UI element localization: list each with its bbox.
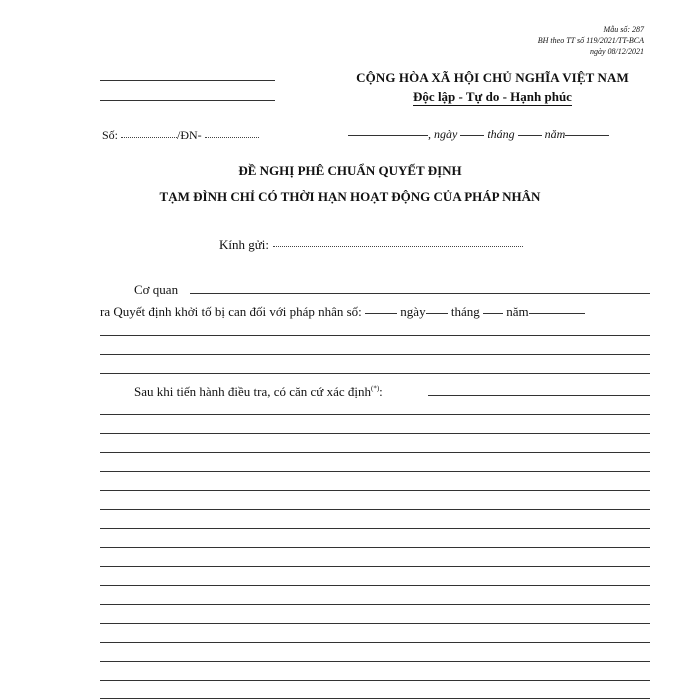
decision-nam-label: năm xyxy=(506,304,529,319)
content-line[interactable] xyxy=(100,335,650,336)
form-reference xyxy=(444,24,644,57)
findings-line[interactable] xyxy=(100,642,650,643)
decision-number-field[interactable] xyxy=(365,313,397,314)
document-number-field[interactable] xyxy=(121,137,177,138)
findings-line[interactable] xyxy=(100,471,650,472)
date-thang-label: tháng xyxy=(487,127,515,141)
content-line[interactable] xyxy=(100,354,650,355)
findings-line[interactable] xyxy=(100,566,650,567)
form-number: Mẫu số: 287 xyxy=(603,25,644,34)
decision-ngay-label: ngày xyxy=(400,304,426,319)
decision-year-field[interactable] xyxy=(529,313,585,314)
findings-intro-text: Sau khi tiến hành điều tra, có căn cứ xác định xyxy=(134,384,371,399)
findings-line[interactable] xyxy=(100,623,650,624)
findings-line[interactable] xyxy=(100,680,650,681)
findings-line[interactable] xyxy=(100,509,650,510)
form-basis: BH theo TT số 119/2021/TT-BCA xyxy=(537,36,644,45)
agency-line-2[interactable] xyxy=(100,100,275,101)
form-issue-date: ngày 08/12/2021 xyxy=(590,47,644,56)
decision-text: ra Quyết định khởi tố bị can đối với pháp nhân số: xyxy=(100,304,362,319)
content-line[interactable] xyxy=(100,373,650,374)
year-field[interactable] xyxy=(565,135,609,136)
document-title-line-2: TẠM ĐÌNH CHỈ CÓ THỜI HẠN HOẠT ĐỘNG CỦA PHÁP NHÂN xyxy=(159,189,541,204)
recipient-row xyxy=(219,237,523,253)
month-field[interactable] xyxy=(518,135,542,136)
decision-month-field[interactable] xyxy=(483,313,503,314)
document-code-field[interactable] xyxy=(205,137,259,138)
co-quan-label: Cơ quan xyxy=(134,282,179,297)
date-nam-label: năm xyxy=(544,127,566,141)
findings-first-field[interactable] xyxy=(428,395,650,396)
agency-label-row xyxy=(134,282,178,298)
document-number-row xyxy=(102,128,259,143)
findings-line[interactable] xyxy=(100,414,650,415)
findings-line[interactable] xyxy=(100,604,650,605)
place-date-row xyxy=(348,127,609,142)
place-field[interactable] xyxy=(348,135,428,136)
findings-intro-row xyxy=(134,384,383,400)
kinh-gui-label: Kính gửi: xyxy=(219,237,270,252)
findings-line[interactable] xyxy=(100,452,650,453)
decision-thang-label: tháng xyxy=(450,304,480,319)
day-field[interactable] xyxy=(460,135,484,136)
date-ngay-label: , ngày xyxy=(428,127,458,141)
national-motto xyxy=(325,89,660,105)
decision-row xyxy=(100,304,585,320)
national-title: CỘNG HÒA XÃ HỘI CHỦ NGHĨA VIỆT NAM xyxy=(356,70,629,85)
footnote-mark: (*) xyxy=(371,384,380,393)
dn-label: /ĐN- xyxy=(177,128,202,142)
findings-line[interactable] xyxy=(100,433,650,434)
findings-colon: : xyxy=(379,384,383,399)
decision-day-field[interactable] xyxy=(426,313,448,314)
findings-line[interactable] xyxy=(100,490,650,491)
so-label: Số: xyxy=(102,128,119,142)
findings-line[interactable] xyxy=(100,528,650,529)
document-title-line-1: ĐỀ NGHỊ PHÊ CHUẨN QUYẾT ĐỊNH xyxy=(238,163,462,178)
agency-name-field[interactable] xyxy=(190,293,650,294)
motto-text: Độc lập - Tự do - Hạnh phúc xyxy=(413,89,572,104)
findings-line[interactable] xyxy=(100,585,650,586)
findings-line[interactable] xyxy=(100,698,650,699)
agency-line-1[interactable] xyxy=(100,80,275,81)
findings-line[interactable] xyxy=(100,661,650,662)
recipient-field[interactable] xyxy=(273,246,523,247)
findings-line[interactable] xyxy=(100,547,650,548)
